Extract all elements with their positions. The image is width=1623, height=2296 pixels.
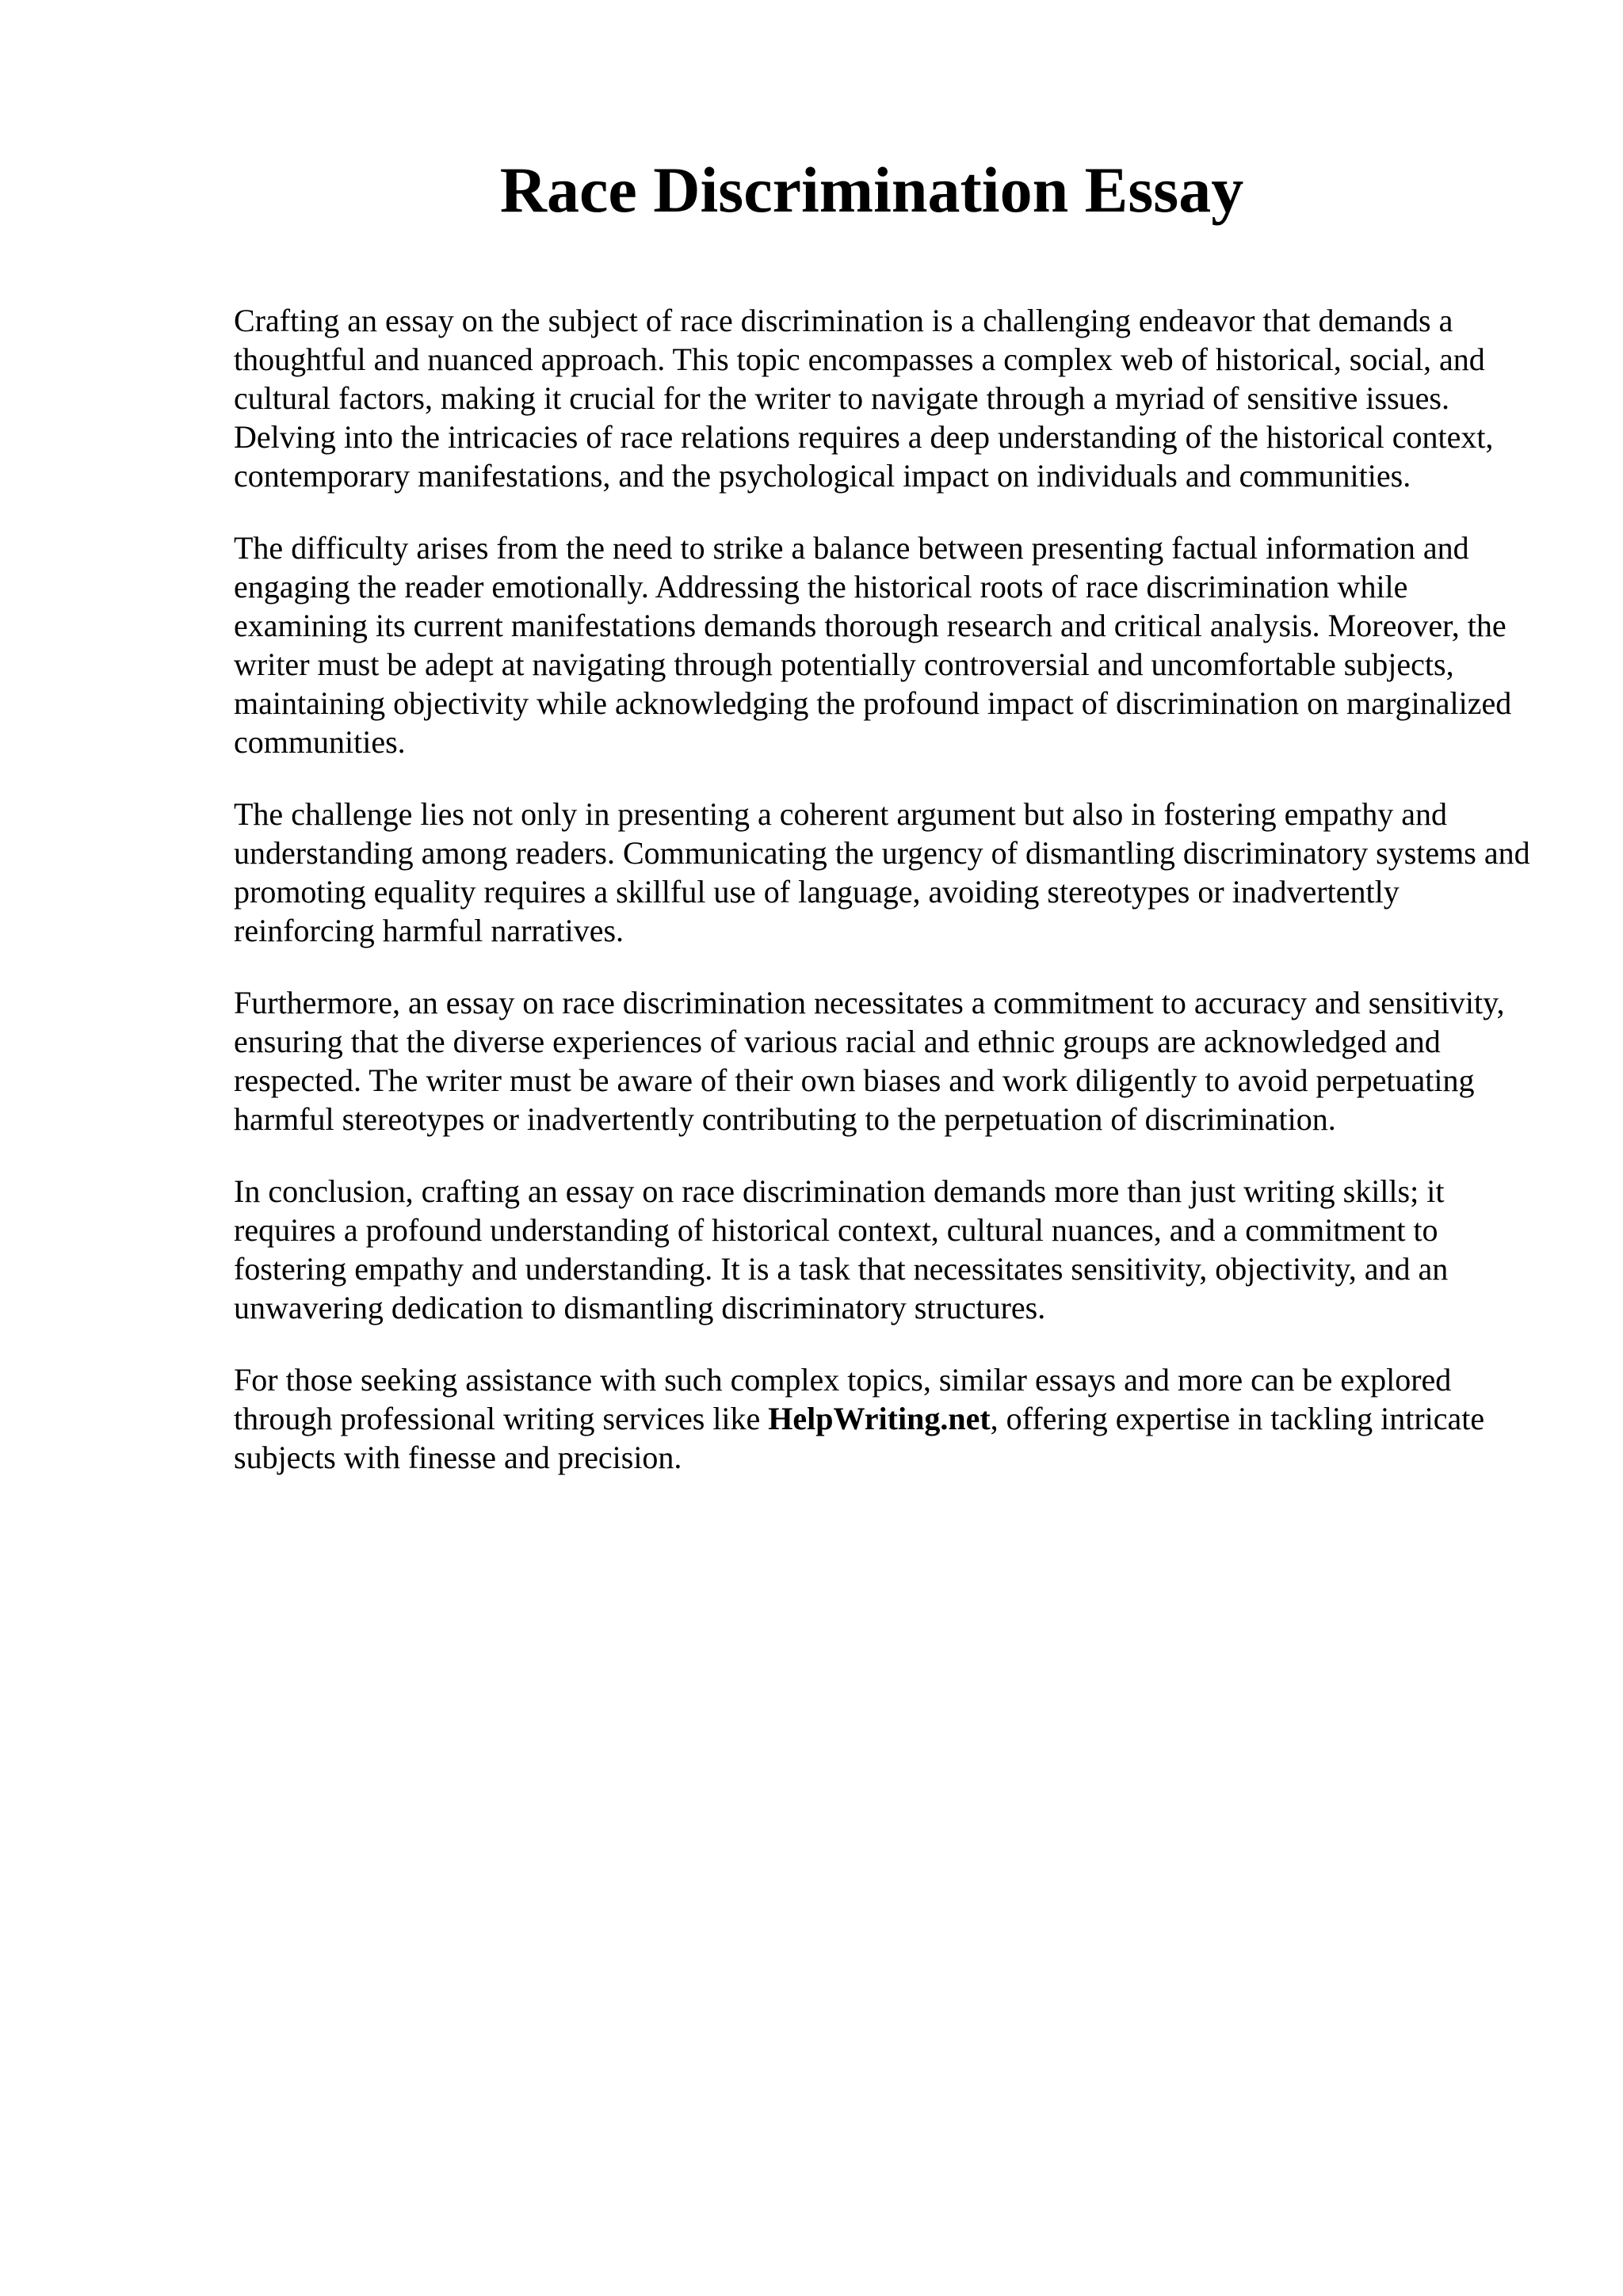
- document-body: [234, 301, 1533, 1510]
- paragraph-2: The difficulty arises from the need to strike a balance between presenting factual information and engaging the reader emotionally. Addressing the historical roots of race discrimination while examining its current manifestations demands thorough research and critical analysis. Moreover, the writer must be adept at navigating through potentially controversial and uncomfortable subjects, maintaining objectivity while acknowledging the profound impact of discrimination on marginalized communities.: [234, 530, 1512, 760]
- paragraph-4: Furthermore, an essay on race discrimination necessitates a commitment to accuracy and sensitivity, ensuring that the diverse experiences of various racial and ethnic groups are acknowledged and respected. The writer must be aware of their own biases and work diligently to avoid perpetuating harmful stereotypes or inadvertently contributing to the perpetuation of discrimination.: [234, 985, 1505, 1137]
- closing-paragraph: [234, 1360, 1533, 1477]
- service-name: HelpWriting.net: [768, 1401, 991, 1436]
- document-title: Race Discrimination Essay: [499, 154, 1244, 226]
- paragraph-1: Crafting an essay on the subject of race discrimination is a challenging endeavor that demands a thoughtful and nuanced approach. This topic encompasses a complex web of historical, social, and cultural factors, making it crucial for the writer to navigate through a myriad of sensitive issues. Delving into the intricacies of race relations requires a deep understanding of the historical context, contemporary manifestations, and the psychological impact on individuals and communities.: [234, 303, 1494, 494]
- closing-text-before: For those seeking assistance with such complex topics, similar essays and more can be explored through professional writing services like: [234, 1362, 1452, 1436]
- paragraph-3: The challenge lies not only in presenting a coherent argument but also in fostering empathy and understanding among readers. Communicating the urgency of dismantling discriminatory systems and promoting equality requires a skillful use of language, avoiding stereotypes or inadvertently reinforcing harmful narratives.: [234, 796, 1530, 948]
- paragraph-5: In conclusion, crafting an essay on race discrimination demands more than just writing skills; it requires a profound understanding of historical context, cultural nuances, and a commitment to fostering empathy and understanding. It is a task that necessitates sensitivity, objectivity, and an unwavering dedication to dismantling discriminatory structures.: [234, 1173, 1449, 1325]
- closing-text-after: , offering expertise in tackling intricate subjects with finesse and precision.: [234, 1401, 1485, 1475]
